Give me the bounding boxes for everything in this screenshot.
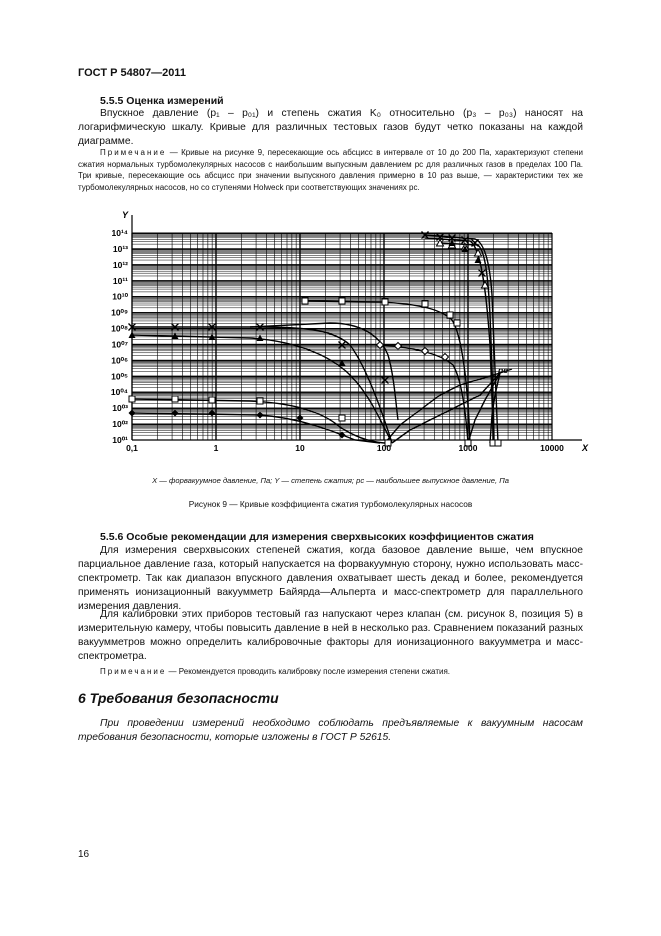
y-tick-label: 10⁰⁶ — [111, 355, 128, 366]
x-tick-label: 1 — [213, 443, 219, 453]
section-5-5-5-body: Впускное давление (p₁ – p₀₁) и степень сжатия K₀ относительно (p₃ – p₀₃) наносят на логарифмическую шкалу. Кривые для различных тестовых газов будут четко показаны на каждой диаграмме. — [78, 108, 583, 147]
section-5-5-5-text — [78, 107, 583, 149]
y-tick-label: 10⁰³ — [112, 403, 128, 414]
note-1-text: — Кривые на рисунке 9, пересекающие ось абсцисс в интервале от 10 до 200 Па, характеризуют степени сжатия нормальных турбомолекулярных насосов с наибольшим выпускным давлением pc для различных газов в пределах 100 Па. Три кривые, пересекающие ось абсцисс при значении выпускного давления примерно в 10 раз выше, — характеристики тех же турбомолекулярных насосов, но со ступенями Holweck при соответствующих значениях pc. — [78, 148, 583, 192]
x-axis-label: X — [582, 443, 589, 453]
marker-square — [172, 396, 178, 402]
marker-square — [129, 396, 135, 402]
x-tick-label: 10000 — [540, 443, 564, 453]
section-5-5-6-p2-text: Для калибровки этих приборов тестовый газ напускают через клапан (см. рисунок 8, позиция 5) в измерительную камеру, чтобы повысить давление в ней в несколько раз. Сравнением показаний разных вакуумметров можно определить калибровочные факторы для ионизационного вакуумметра и масс-спектрометра. — [78, 609, 583, 662]
marker-square — [495, 440, 501, 446]
y-tick-label: 10⁰⁸ — [111, 323, 128, 334]
page-number: 16 — [78, 849, 90, 860]
y-tick-label: 10⁰² — [112, 419, 128, 430]
y-tick-label: 10⁰⁴ — [110, 387, 128, 398]
section-5-5-6-p1-text: Для измерения сверхвысоких степеней сжатия, когда базовое давление выше, чем впускное парциальное давление газа, который напускается на форвакуумную сторону, нужно использовать масс-спектрометр. Так как диапазон впускного давления охватывает шесть декад и более, рекомендуется применять ионизационный вакуумметр Байярда—Альперта и масс-спектрометр для параллельного измерения давления. — [78, 545, 583, 612]
y-tick-label: 10¹⁰ — [112, 291, 128, 302]
marker-square — [339, 298, 345, 304]
marker-square — [422, 301, 428, 307]
y-tick-label: 10⁰⁷ — [111, 339, 128, 350]
y-tick-label: 10⁰⁹ — [111, 307, 128, 318]
section-5-5-6-p1 — [78, 544, 583, 614]
section-6-title: 6 Требования безопасности — [78, 690, 279, 706]
y-tick-label: 10¹² — [112, 259, 128, 270]
marker-square — [447, 312, 453, 318]
x-tick-label: 0,1 — [126, 443, 138, 453]
marker-diamond-open — [422, 348, 429, 355]
marker-square — [302, 298, 308, 304]
figure-legend: X — форвакуумное давление, Па; Y — степень сжатия; pc — наибольшее выпускное давление, Па — [152, 476, 509, 485]
compression-curve — [305, 301, 470, 443]
y-axis-label: Y — [122, 210, 129, 220]
y-tick-label: 10⁰⁵ — [111, 371, 128, 382]
marker-square — [382, 299, 388, 305]
marker-diamond-open — [395, 343, 402, 350]
x-tick-label: 10 — [295, 443, 305, 453]
marker-diamond — [257, 412, 264, 419]
section-5-5-6-p2 — [78, 608, 583, 664]
compression-curve — [132, 335, 392, 443]
note-1 — [78, 147, 583, 193]
y-tick-label: 10⁰¹ — [112, 435, 128, 445]
section-6-text — [78, 717, 583, 745]
x-tick-label: 1000 — [458, 443, 478, 453]
note-2-text: — Рекомендуется проводить калибровку после измерения степени сжатия. — [166, 667, 451, 676]
marker-square — [454, 320, 460, 326]
figure-caption: Рисунок 9 — Кривые коэффициента сжатия турбомолекулярных насосов — [188, 499, 473, 509]
doc-header: ГОСТ Р 54807—2011 — [78, 67, 186, 79]
section-5-5-5-title: 5.5.5 Оценка измерений — [100, 95, 224, 107]
section-5-5-6-title: 5.5.6 Особые рекомендации для измерения сверхвысоких коэффициентов сжатия — [100, 531, 534, 543]
note-1-label: Примечание — [100, 148, 167, 157]
y-tick-label: 10¹¹ — [112, 275, 128, 286]
pc-label: pc — [498, 365, 508, 375]
marker-diamond-open — [377, 342, 384, 349]
section-6-body: При проведении измерений необходимо соблюдать предъявляемые к вакуумным насосам требования безопасности, которые изложены в ГОСТ Р 52615. — [78, 718, 583, 743]
marker-square — [209, 397, 215, 403]
marker-square — [339, 415, 345, 421]
note-2 — [78, 666, 583, 678]
y-tick-label: 10¹⁴ — [111, 228, 128, 238]
marker-triangle — [257, 335, 264, 342]
figure-9-chart — [80, 205, 590, 470]
y-tick-label: 10¹³ — [112, 243, 128, 254]
marker-square — [257, 398, 263, 404]
note-2-label: Примечание — [100, 667, 167, 676]
x-tick-label: 100 — [376, 443, 392, 453]
